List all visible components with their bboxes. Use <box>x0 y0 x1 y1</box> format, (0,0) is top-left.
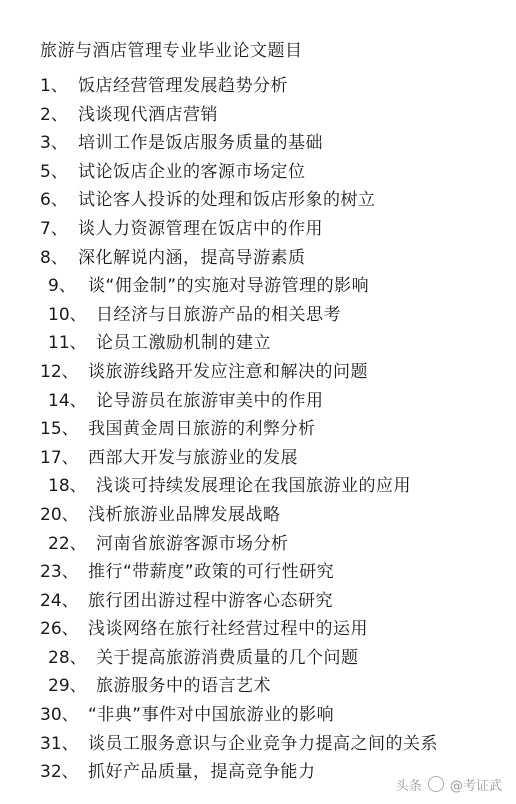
list-item <box>0 387 516 416</box>
watermark-handle: @考证武 <box>449 779 502 794</box>
item-number: 17、 <box>40 447 79 468</box>
item-number: 6、 <box>40 190 68 211</box>
document-title: 旅游与酒店管理专业毕业论文题目 <box>40 41 303 61</box>
item-number: 28、 <box>48 647 87 668</box>
item-text: 推行“带薪度”政策的可行性研究 <box>88 562 335 583</box>
item-text: 饭店经营管理发展趋势分析 <box>78 76 288 96</box>
list-item <box>0 244 516 273</box>
list-item <box>0 501 516 530</box>
item-text: 谈人力资源管理在饭店中的作用 <box>78 218 323 239</box>
item-number: 3、 <box>40 133 68 154</box>
list-item <box>0 587 516 616</box>
item-number: 14、 <box>48 390 87 411</box>
item-number: 32、 <box>40 762 79 783</box>
list-item <box>0 444 516 473</box>
item-text: 试论客人投诉的处理和饭店形象的树立 <box>78 190 376 211</box>
item-text: 论员工激励机制的建立 <box>96 333 271 354</box>
item-number: 24、 <box>40 590 79 611</box>
list-item <box>0 272 516 301</box>
item-number: 1、 <box>40 76 68 96</box>
list-item <box>0 186 516 215</box>
item-number: 31、 <box>40 733 79 754</box>
item-text: 谈“佣金制”的实施对导游管理的影响 <box>88 276 370 297</box>
list-item <box>0 358 516 387</box>
item-text: 谈员工服务意识与企业竞争力提高之间的关系 <box>88 733 438 754</box>
list-item <box>0 101 516 130</box>
item-number: 7、 <box>40 218 68 239</box>
item-number: 10、 <box>48 304 87 325</box>
item-number: 8、 <box>40 247 68 268</box>
item-number: 2、 <box>40 104 68 125</box>
list-item <box>0 644 516 673</box>
list-item <box>0 672 516 701</box>
item-text: 论导游员在旅游审美中的作用 <box>96 390 324 411</box>
item-text: 西部大开发与旅游业的发展 <box>88 447 298 468</box>
list-item <box>0 730 516 759</box>
list-item <box>0 215 516 244</box>
list-item <box>0 72 516 101</box>
account-badge-icon <box>428 776 444 792</box>
item-number: 23、 <box>40 562 79 583</box>
list-item <box>0 615 516 644</box>
list-item <box>0 701 516 730</box>
item-number: 20、 <box>40 504 79 525</box>
item-number: 15、 <box>40 419 79 440</box>
item-text: 河南省旅游客源市场分析 <box>96 533 289 554</box>
item-number: 12、 <box>40 361 79 382</box>
item-text: 日经济与日旅游产品的相关思考 <box>96 304 341 325</box>
item-text: 旅游服务中的语言艺术 <box>96 676 271 697</box>
item-text: 谈旅游线路开发应注意和解决的问题 <box>88 361 368 382</box>
item-number: 9、 <box>48 276 76 297</box>
item-text: 深化解说内涵，提高导游素质 <box>78 247 306 268</box>
list-item <box>0 329 516 358</box>
watermark <box>396 775 502 794</box>
item-number: 5、 <box>40 161 68 182</box>
item-text: 抓好产品质量，提高竞争能力 <box>88 762 316 783</box>
item-text: 培训工作是饭店服务质量的基础 <box>78 133 323 154</box>
thesis-topic-list <box>0 72 516 787</box>
list-item <box>0 158 516 187</box>
watermark-prefix: 头条 <box>395 779 422 794</box>
item-text: 浅析旅游业品牌发展战略 <box>88 504 281 525</box>
list-item <box>0 129 516 158</box>
item-text: 旅行团出游过程中游客心态研究 <box>88 590 333 611</box>
list-item <box>0 415 516 444</box>
item-number: 18、 <box>48 476 87 497</box>
item-number: 30、 <box>40 705 79 726</box>
item-text: 试论饭店企业的客源市场定位 <box>78 161 306 182</box>
item-number: 11、 <box>48 333 87 354</box>
item-text: 我国黄金周日旅游的利弊分析 <box>88 419 316 440</box>
list-item <box>0 530 516 559</box>
item-text: 浅谈网络在旅行社经营过程中的运用 <box>88 619 368 640</box>
list-item <box>0 472 516 501</box>
item-number: 29、 <box>48 676 87 697</box>
item-number: 26、 <box>40 619 79 640</box>
list-item <box>0 301 516 330</box>
list-item <box>0 558 516 587</box>
item-text: 浅谈可持续发展理论在我国旅游业的应用 <box>96 476 411 497</box>
item-text: 浅谈现代酒店营销 <box>78 104 218 125</box>
item-text: 关于提高旅游消费质量的几个问题 <box>96 647 359 668</box>
item-number: 22、 <box>48 533 87 554</box>
item-text: “非典”事件对中国旅游业的影响 <box>88 705 335 726</box>
